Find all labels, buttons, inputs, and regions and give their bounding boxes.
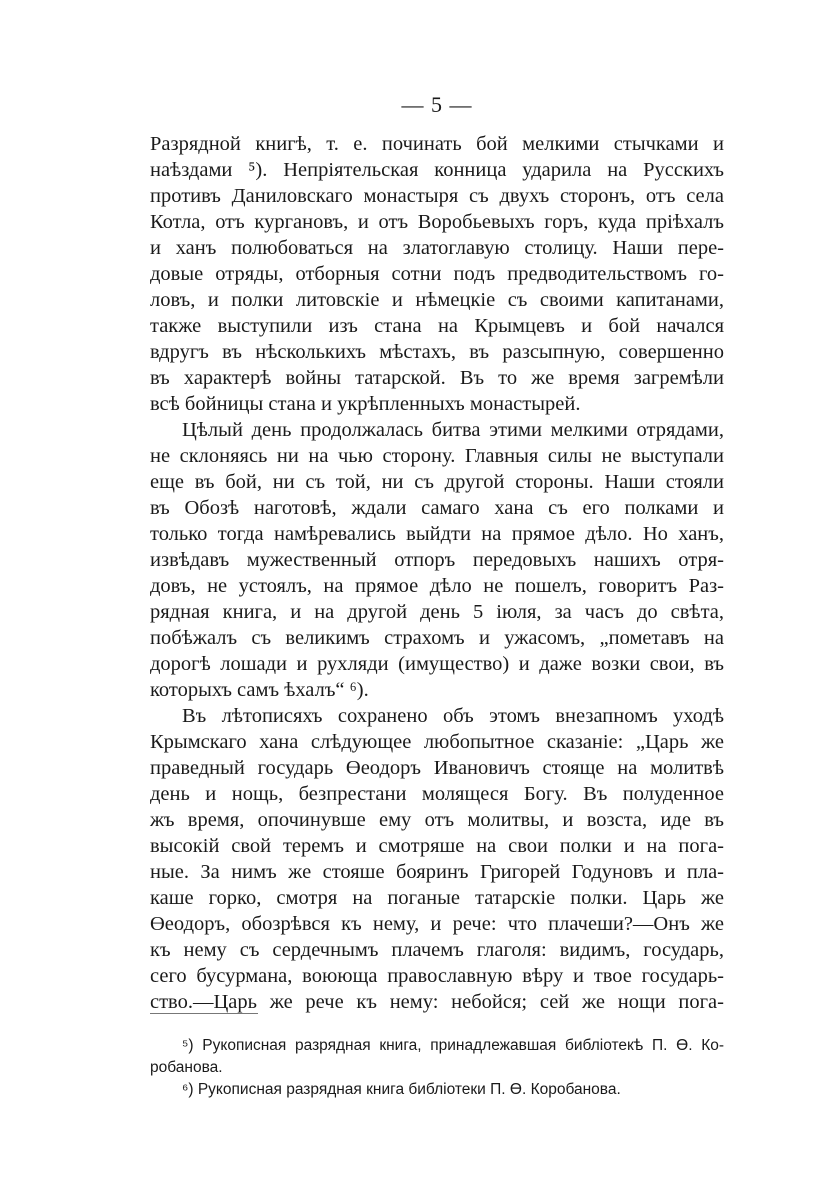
footnote: робанова. xyxy=(150,1059,223,1076)
text-line: Котла, отъ кургановъ, и отъ Воробьевыхъ горъ, куда пріѣхалъ xyxy=(150,211,724,233)
text-line: къ нему съ сердечнымъ плачемъ глаголя: видимъ, государь, xyxy=(150,939,724,961)
text-line: въ Обозѣ наготовѣ, ждали самаго хана съ его полками и xyxy=(150,497,724,519)
page-number: — 5 — xyxy=(401,92,473,117)
text-line: извѣдавъ мужественный отпоръ передовыхъ нашихъ отря- xyxy=(150,549,724,571)
text-line: день и нощь, безпрестани молящеся Богу. Въ полуденное xyxy=(150,783,724,805)
text-line: вдругъ въ нѣсколькихъ мѣстахъ, въ разсыпную, совершенно xyxy=(150,341,724,363)
text-line: Разрядной книгѣ, т. е. починать бой мелкими стычками и xyxy=(150,133,724,155)
text-line: высокій свой теремъ и смотряше на свои полки и на пога- xyxy=(150,835,724,857)
text-line: въ характерѣ войны татарской. Въ то же время загремѣли xyxy=(150,367,724,389)
footnote: ⁵) Рукописная разрядная книга, принадлежавшая библіотекѣ П. Ө. Ко- xyxy=(182,1037,724,1054)
footnote-divider xyxy=(150,1013,258,1014)
text-line: довъ, не устоялъ, на прямое дѣло не пошелъ, говоритъ Раз- xyxy=(150,575,724,597)
text-line: праведный государь Өеодоръ Ивановичъ стояще на молитвѣ xyxy=(150,757,724,779)
text-line: ловъ, и полки литовскіе и нѣмецкіе съ своими капитанами, xyxy=(150,289,724,311)
text-line: довые отряды, отборныя сотни подъ предводительствомъ го- xyxy=(150,263,724,285)
text-line: Въ лѣтописяхъ сохранено объ этомъ внезапномъ уходѣ xyxy=(182,705,724,727)
text-line: наѣздами ⁵). Непріятельская конница ударила на Русскихъ xyxy=(150,159,724,181)
text-line: еще въ бой, ни съ той, ни съ другой стороны. Наши стояли xyxy=(150,471,724,493)
text-line: ство.—Царь же рече къ нему: небойся; сей же нощи пога- xyxy=(150,991,724,1013)
text-line: рядная книга, и на другой день 5 іюля, за часъ до свѣта, xyxy=(150,601,724,623)
text-line: всѣ бойницы стана и укрѣпленныхъ монастырей. xyxy=(150,393,581,415)
text-line: ные. За нимъ же стояше бояринъ Григорей Годуновъ и пла- xyxy=(150,861,724,883)
footnote: ⁶) Рукописная разрядная книга библіотеки П. Ө. Коробанова. xyxy=(182,1081,621,1098)
text-line: каше горко, смотря на поганые татарскіе полки. Царь же xyxy=(150,887,724,909)
text-line: не склоняясь ни на чью сторону. Главныя силы не выступали xyxy=(150,445,724,467)
text-line: только тогда намѣревались выйдти на прямое дѣло. Но ханъ, xyxy=(150,523,724,545)
text-line: также выступили изъ стана на Крымцевъ и бой начался xyxy=(150,315,724,337)
text-line: Цѣлый день продолжалась битва этими мелкими отрядами, xyxy=(182,419,724,441)
text-line: которыхъ самъ ѣхалъ“ ⁶). xyxy=(150,679,369,701)
text-line: жъ время, опочинувше ему отъ молитвы, и возста, иде въ xyxy=(150,809,724,831)
text-line: Крымскаго хана слѣдующее любопытное сказаніе: „Царь же xyxy=(150,731,724,753)
text-line: побѣжалъ съ великимъ страхомъ и ужасомъ, „пометавъ на xyxy=(150,627,724,649)
text-line: Өеодоръ, обозрѣвся къ нему, и рече: что плачеши?—Онъ же xyxy=(150,913,724,935)
text-line: противъ Даниловскаго монастыря съ двухъ сторонъ, отъ села xyxy=(150,185,724,207)
text-line: сего бусурмана, воюющa православную вѣру и твое государь- xyxy=(150,965,724,987)
text-line: и ханъ полюбоваться на златоглавую столицу. Наши пере- xyxy=(150,237,724,259)
text-line: дорогѣ лошади и рухляди (имущество) и даже возки свои, въ xyxy=(150,653,724,675)
